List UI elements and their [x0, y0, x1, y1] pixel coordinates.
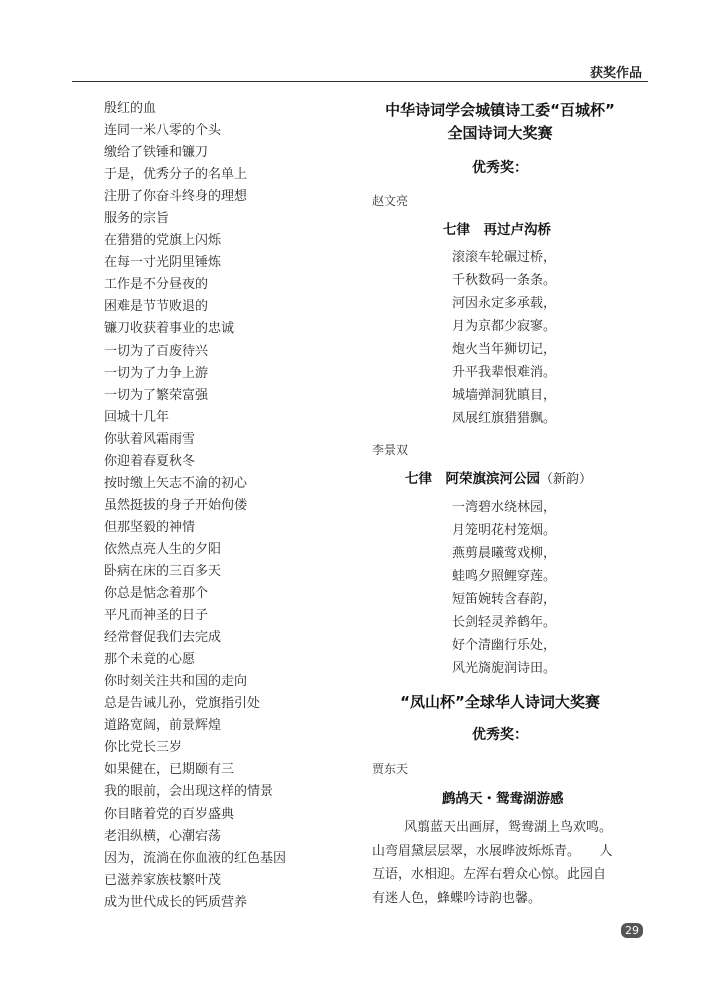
poem-line: 我的眼前，会出现这样的情景: [104, 784, 274, 800]
competition1-title-line2: 全国诗词大奖赛: [447, 124, 553, 142]
poem-line: 一切为了百废待兴: [104, 343, 209, 359]
poem-line: 殷红的血: [104, 101, 157, 116]
poem-line: 滚滚车轮碾过桥，: [452, 250, 557, 265]
poem-line: 一切为了力争上游: [104, 365, 209, 381]
poem-line: 如果健在，已期颐有三: [104, 762, 235, 778]
poem-line: 成为世代成长的钙质营养: [104, 894, 248, 910]
poem-line: 长剑轻灵养鹤年。: [452, 615, 557, 630]
competition1-award: 优秀奖：: [472, 160, 528, 176]
poem-line: 回城十几年: [104, 409, 170, 425]
poem-line: 困难是节节败退的: [104, 299, 209, 315]
entry2-title: 七律 阿荣旗滨河公园: [405, 471, 540, 487]
poem-line: 虽然挺拔的身子开始佝偻: [104, 497, 248, 513]
competition1-title-line1: 中华诗词学会城镇诗工委“百城杯”: [385, 101, 615, 119]
poem-line: 镰刀收获着事业的忠诚: [104, 321, 235, 337]
poem-line: 那个未竟的心愿: [104, 652, 196, 668]
poem-line: 因为，流淌在你血液的红色基因: [104, 850, 287, 866]
poem-line: 凤展红旗猎猎飘。: [452, 411, 557, 426]
poem-line: 你目睹着党的百岁盛典: [104, 806, 235, 822]
page-number: 29: [621, 923, 643, 938]
poem-line: 平凡而神圣的日子: [104, 608, 209, 624]
poem-line: 在每一寸光阴里锤炼: [104, 255, 222, 271]
poem-line: 升平我辈恨难消。: [452, 365, 557, 380]
entry2-poem: [452, 496, 556, 680]
poem-line: 风光旖旎润诗田。: [452, 661, 557, 676]
poem-line: 已滋养家族枝繁叶茂: [104, 872, 222, 888]
poem-line: 经常督促我们去完成: [104, 630, 222, 646]
poem-line: 在猎猎的党旗上闪烁: [104, 233, 222, 249]
poem-line: 但那坚毅的神情: [104, 519, 196, 535]
poem-line: 月笼明花村笼烟。: [452, 523, 557, 538]
poem-line: 缴给了铁锤和镰刀: [104, 145, 209, 161]
poem-line: 有迷人色，蜂蝶吟诗韵也馨。: [372, 890, 542, 906]
poem-line: 千秋数码一条条。: [452, 273, 557, 288]
entry3-paragraph: [372, 816, 613, 910]
poem-line: 总是告诫儿孙，党旗指引处: [104, 696, 261, 712]
poem-line: 按时缴上矢志不渝的初心: [104, 475, 248, 491]
poem-line: 风翦蓝天出画屏，鸳鸯湖上鸟欢鸣。: [404, 820, 613, 835]
poem-line: 于是，优秀分子的名单上: [104, 167, 248, 183]
entry2-author: 李景双: [372, 443, 409, 457]
poem-line: 服务的宗旨: [104, 211, 170, 227]
entry1-poem: [452, 246, 556, 430]
poem-line: 一切为了繁荣富强: [104, 387, 209, 403]
competition2-title: “凤山杯”全球华人诗词大奖赛: [400, 693, 600, 711]
poem-line: 你时刻关注共和国的走向: [104, 674, 248, 690]
header-section-label: 获奖作品: [589, 66, 642, 81]
poem-line: 你总是惦念着那个: [104, 586, 209, 602]
poem-line: 老泪纵横，心潮宕荡: [104, 828, 222, 844]
poem-line: 连同一米八零的个头: [104, 123, 222, 139]
left-poem: [104, 98, 344, 914]
entry2-title-wrap: [405, 467, 592, 487]
poem-line: 道路宽阔，前景辉煌: [104, 718, 222, 734]
poem-line: 工作是不分昼夜的: [104, 277, 209, 293]
header-rule: [72, 81, 648, 82]
entry2-title-note: （新韵）: [540, 472, 593, 487]
poem-line: 城墙弹洞犹瞋目，: [452, 388, 557, 403]
poem-line: 一湾碧水绕林园，: [452, 500, 557, 515]
poem-line: 短笛婉转含春韵，: [452, 592, 557, 607]
poem-line: 注册了你奋斗终身的理想: [104, 189, 248, 205]
poem-line: 蛙鸣夕照鲤穿莲。: [452, 569, 557, 584]
entry1-title: 七律 再过卢沟桥: [443, 222, 551, 238]
poem-line: 你比党长三岁: [104, 740, 183, 756]
poem-line: 炮火当年狮切记，: [452, 342, 557, 357]
poem-line: 你驮着风霜雨雪: [104, 431, 196, 447]
competition2-award: 优秀奖：: [472, 727, 528, 743]
poem-line: 依然点亮人生的夕阳: [104, 541, 222, 557]
poem-line: 卧病在床的三百多天: [104, 563, 222, 579]
poem-line: 互语，水相迎。左浑右碧众心惊。此园自: [372, 867, 607, 882]
poem-line: 月为京都少寂寥。: [452, 319, 557, 334]
entry3-title: 鹧鸪天・鸳鸯湖游感: [442, 791, 564, 807]
poem-line: 河因永定多承载，: [452, 296, 557, 311]
entry1-author: 赵文亮: [372, 194, 409, 208]
poem-line: 燕剪晨曦莺戏柳，: [452, 546, 557, 561]
poem-line: 好个清幽行乐处，: [452, 638, 557, 653]
poem-line: 山弯眉黛层层翠，水展晔波烁烁青。 人: [372, 843, 613, 859]
entry3-author: 贾东天: [372, 762, 409, 776]
poem-line: 你迎着春夏秋冬: [104, 453, 196, 469]
